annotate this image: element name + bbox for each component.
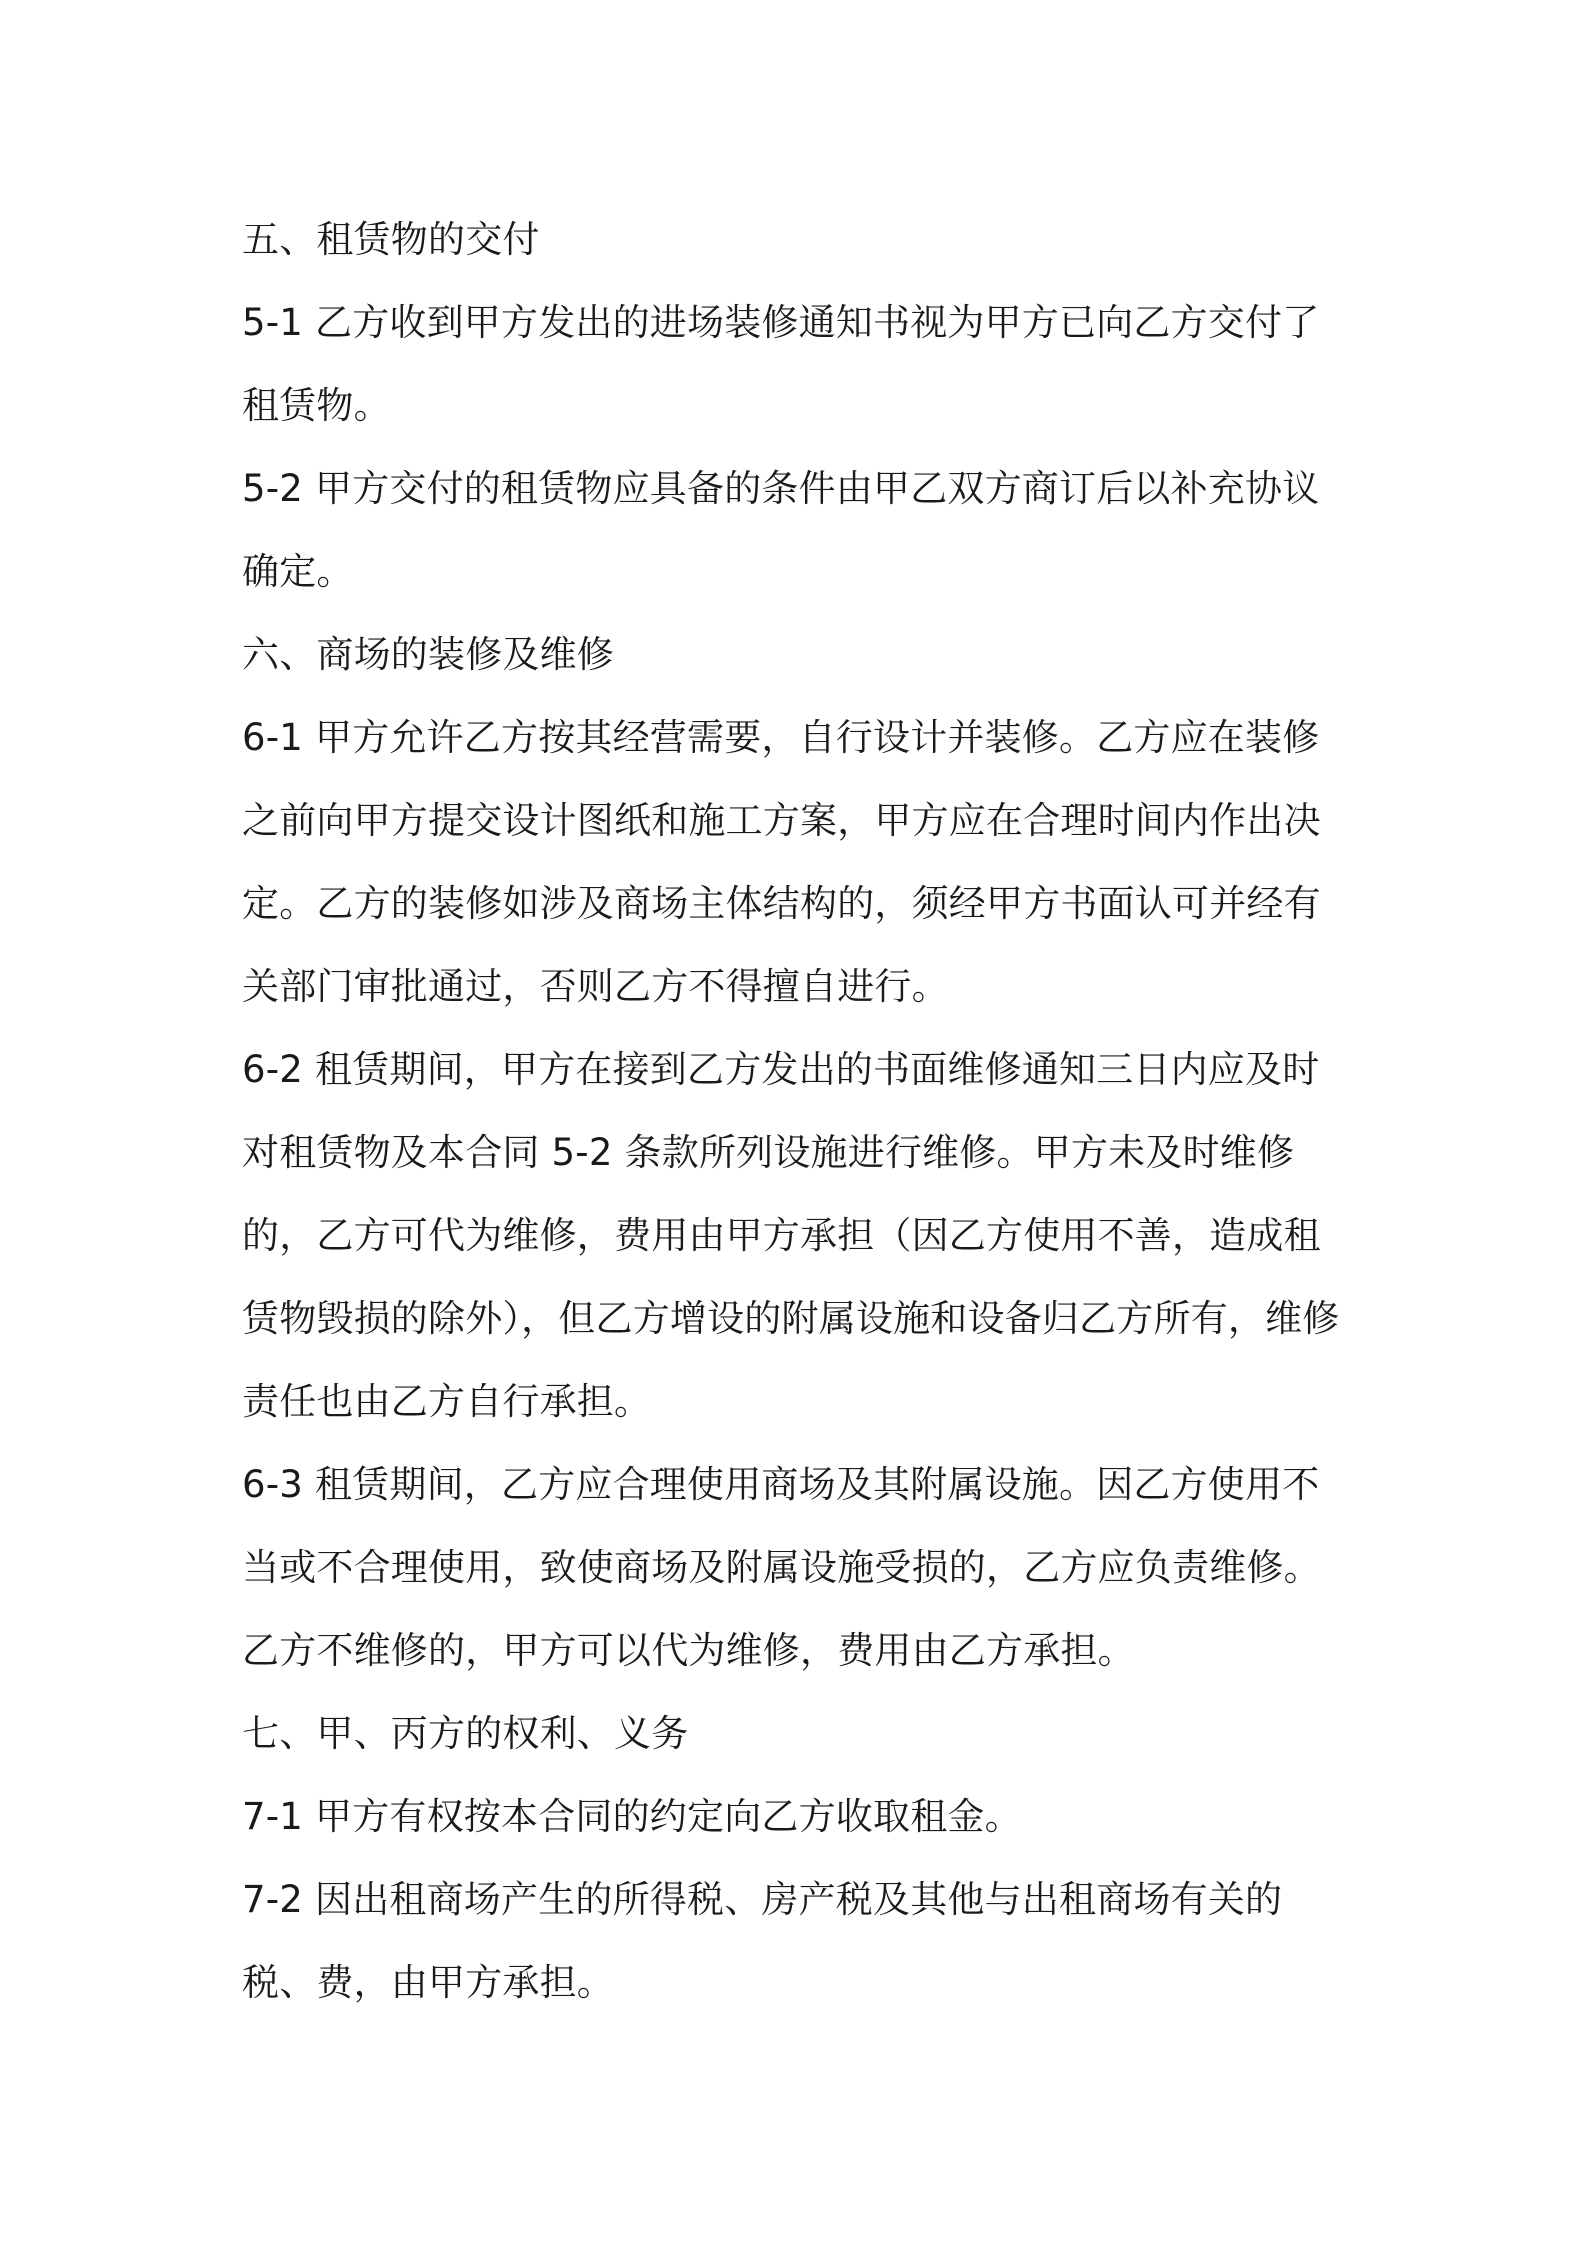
clause-6-3: 6-3 租赁期间，乙方应合理使用商场及其附属设施。因乙方使用不当或不合理使用，致使商场及附属设施受损的，乙方应负责维修。乙方不维修的，甲方可以代为维修，费用由乙方承担。	[242, 1463, 1321, 1672]
clause-6-1: 6-1 甲方允许乙方按其经营需要，自行设计并装修。乙方应在装修之前向甲方提交设计图纸和施工方案，甲方应在合理时间内作出决定。乙方的装修如涉及商场主体结构的，须经甲方书面认可并经有关部门审批通过，否则乙方不得擅自进行。	[242, 716, 1321, 1008]
clause-6-2: 6-2 租赁期间，甲方在接到乙方发出的书面维修通知三日内应及时对租赁物及本合同 5-2 条款所列设施进行维修。甲方未及时维修的，乙方可代为维修，费用由甲方承担（因乙方使用不善，造成租赁物毁损的除外），但乙方增设的附属设施和设备归乙方所有，维修责任也由乙方自行承担。	[242, 1048, 1340, 1423]
document-body	[242, 198, 1352, 2024]
section-heading-7: 七、甲、丙方的权利、义务	[242, 1712, 689, 1755]
clause-5-2: 5-2 甲方交付的租赁物应具备的条件由甲乙双方商订后以补充协议确定。	[242, 467, 1320, 593]
section-heading-5: 五、租赁物的交付	[242, 218, 540, 261]
section-heading-6: 六、商场的装修及维修	[242, 633, 614, 676]
clause-7-1: 7-1 甲方有权按本合同的约定向乙方收取租金。	[242, 1795, 1022, 1838]
clause-5-1: 5-1 乙方收到甲方发出的进场装修通知书视为甲方已向乙方交付了租赁物。	[242, 301, 1320, 427]
clause-7-2: 7-2 因出租商场产生的所得税、房产税及其他与出租商场有关的税、费，由甲方承担。	[242, 1878, 1283, 2004]
